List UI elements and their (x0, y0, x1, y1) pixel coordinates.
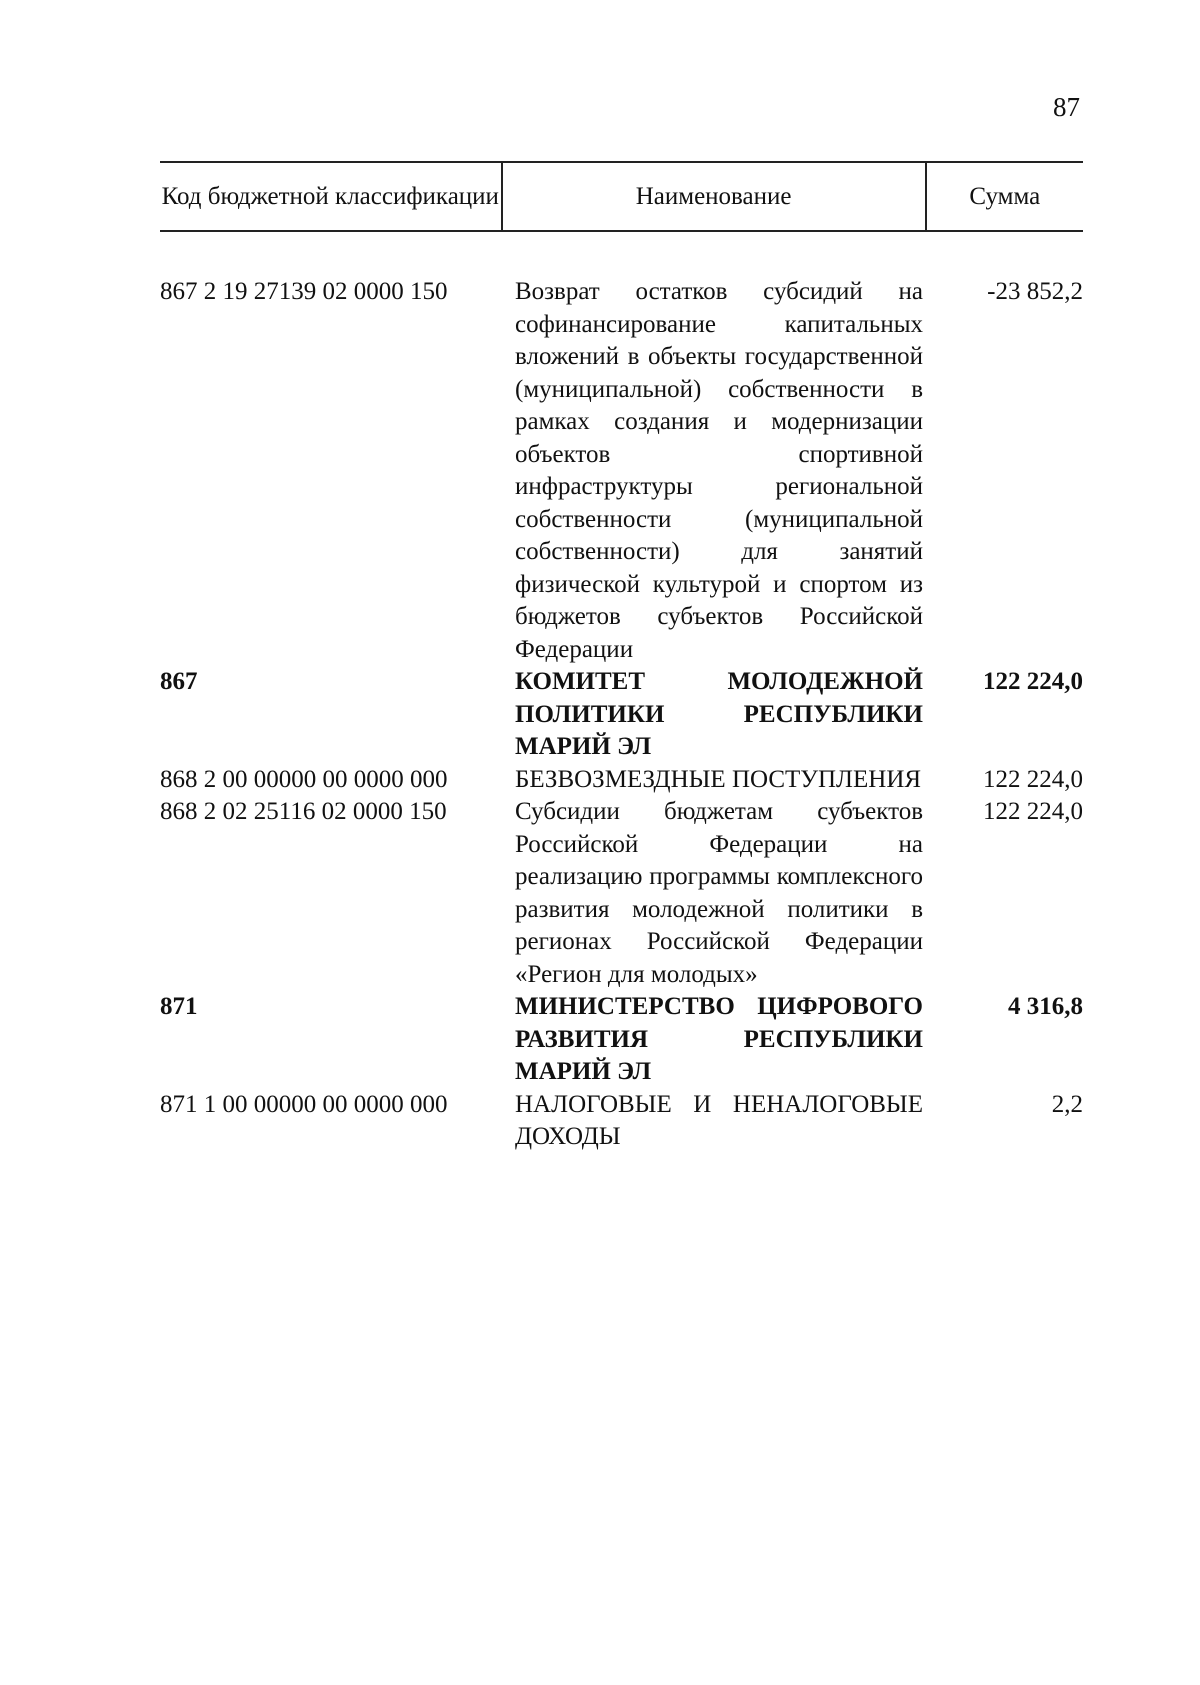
row-sum: 2,2 (1051, 1090, 1083, 1118)
table-row (160, 276, 1083, 666)
row-sum: 122 224,0 (983, 668, 1083, 695)
row-sum: 4 316,8 (1008, 993, 1083, 1020)
row-name: НАЛОГОВЫЕ И НЕНАЛОГОВЫЕ ДОХОДЫ (515, 1090, 923, 1150)
row-name: МИНИСТЕРСТВО ЦИФРОВОГО РАЗВИТИЯ РЕСПУБЛИКИ МАРИЙ ЭЛ (515, 993, 923, 1085)
row-code: 868 2 02 25116 02 0000 150 (160, 798, 447, 825)
row-name: Субсидии бюджетам субъектов Российской Федерации на реализацию программы комплексного развития молодежной политики в регионах Российской Федерации «Регион для молодых» (515, 798, 923, 988)
row-code: 867 2 19 27139 02 0000 150 (160, 278, 448, 305)
table-row (160, 666, 1083, 764)
table-row (160, 1089, 1083, 1154)
row-code: 868 2 00 00000 00 0000 000 (160, 765, 448, 793)
budget-table (160, 276, 1083, 1154)
row-code: 871 1 00 00000 00 0000 000 (160, 1090, 448, 1118)
row-name: БЕЗВОЗМЕЗДНЫЕ ПОСТУПЛЕНИЯ (515, 765, 922, 793)
row-sum: -23 852,2 (987, 278, 1083, 305)
table-row (160, 764, 1083, 797)
table-row (160, 796, 1083, 991)
row-name: Возврат остатков субсидий на софинансирование капитальных вложений в объекты государственной (муниципальной) собственности в рамках создания и модернизации объектов спортивной инфраструктуры региональной собственности (муниципальной собственности) для занятий физической культурой и спортом из бюджетов субъектов Российской Федерации (515, 278, 923, 663)
header-name-label: Наименование (501, 163, 927, 230)
row-sum: 122 224,0 (983, 798, 1083, 825)
page-number: 87 (1053, 92, 1080, 122)
row-code: 867 (160, 668, 198, 695)
table-row (160, 991, 1083, 1089)
row-name: КОМИТЕТ МОЛОДЕЖНОЙ ПОЛИТИКИ РЕСПУБЛИКИ МАРИЙ ЭЛ (515, 668, 923, 760)
table-header (160, 161, 1083, 232)
header-sum-label: Сумма (969, 183, 1041, 210)
header-code-label: Код бюджетной классификации (161, 183, 499, 210)
row-code: 871 (160, 993, 198, 1020)
row-sum: 122 224,0 (983, 765, 1083, 793)
